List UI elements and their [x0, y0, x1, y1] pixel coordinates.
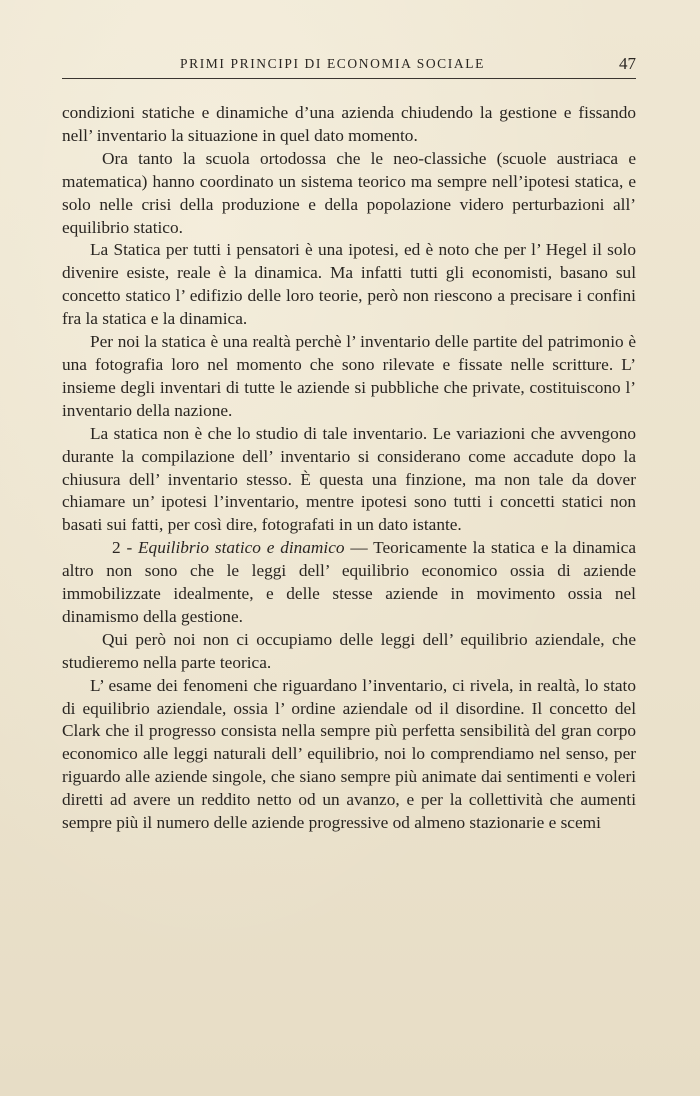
paragraph-statics-hypothesis: La Statica per tutti i pensatori è una ipotesi, ed è noto che per l’ Hegel il solo divenire esiste, reale è la dinamica. Ma infatti tutti gli economisti, basano sul concetto statico l’ edifizio delle loro teorie, però non riescono a precisare i confini fra la statica e la dinamica.: [62, 240, 636, 329]
running-title: PRIMI PRINCIPI DI ECONOMIA SOCIALE: [180, 56, 485, 71]
paragraph-schools: Ora tanto la scuola ortodossa che le neo-classiche (scuole austriaca e matematica) hanno coordinato un sistema teorico ma sempre nell’ipotesi statica, e solo nelle crisi della produzione e della popolazione videro perturbazioni all’ equilibrio statico.: [62, 148, 636, 237]
running-header: [62, 54, 636, 79]
section-paragraph: [62, 537, 636, 629]
page-body: [62, 102, 636, 835]
paragraph-equilibrium-note: Qui però noi non ci occupiamo delle leggi dell’ equilibrio aziendale, che studieremo nella parte teorica.: [62, 629, 636, 672]
section-text: — Teoricamente la statica e la dinamica altro non sono che le leggi dell’ equilibrio economico ossia di aziende immobilizzate idealmente, e delle stesse aziende in movimento ossia nel dinamismo della gestione.: [62, 538, 636, 626]
section-title: Equilibrio statico e dinamico: [138, 538, 345, 558]
paragraph-continuation: condizioni statiche e dinamiche d’una azienda chiudendo la gestione e fissando nell’ inventario la situazione in quel dato momento.: [62, 103, 636, 145]
section-number: 2 -: [112, 538, 138, 558]
paragraph-inventory-study: La statica non è che lo studio di tale inventario. Le variazioni che avvengono durante la compilazione dell’ inventario si considerano come accadute dopo la chiusura dell’ inventario stesso. È questa una finzione, ma non tale da dover chiamare un’ ipotesi l’inventario, mentre ipotesi sono tutti i concetti statici non basati sui fatti, per così dire, fotografati in un dato istante.: [62, 423, 636, 535]
page-number: 47: [619, 54, 636, 73]
paragraph-statics-reality: Per noi la statica è una realtà perchè l’ inventario delle partite del patrimonio è una fotografia loro nel momento che sono rilevate e fissate nelle scritture. L’ insieme degli inventari di tutte le aziende si pubbliche che private, costituiscono l’ inventario della nazione.: [62, 332, 636, 420]
paragraph-inventory-phenomena: L’ esame dei fenomeni che riguardano l’inventario, ci rivela, in realtà, lo stato di equilibrio aziendale, ossia l’ ordine aziendale od il disordine. Il concetto del Clark che il progresso consista nella sempre più perfetta sensibilità del gran corpo economico alle leggi naturali dell’ equilibrio, noi lo comprendiamo nel senso, per riguardo alle aziende singole, che siano sempre più animate dai sentimenti e voleri diretti ad avere un reddito netto od un avanzo, e per la collettività che aumenti sempre più il numero delle aziende progressive od almeno stazionarie e scemi: [62, 675, 636, 833]
